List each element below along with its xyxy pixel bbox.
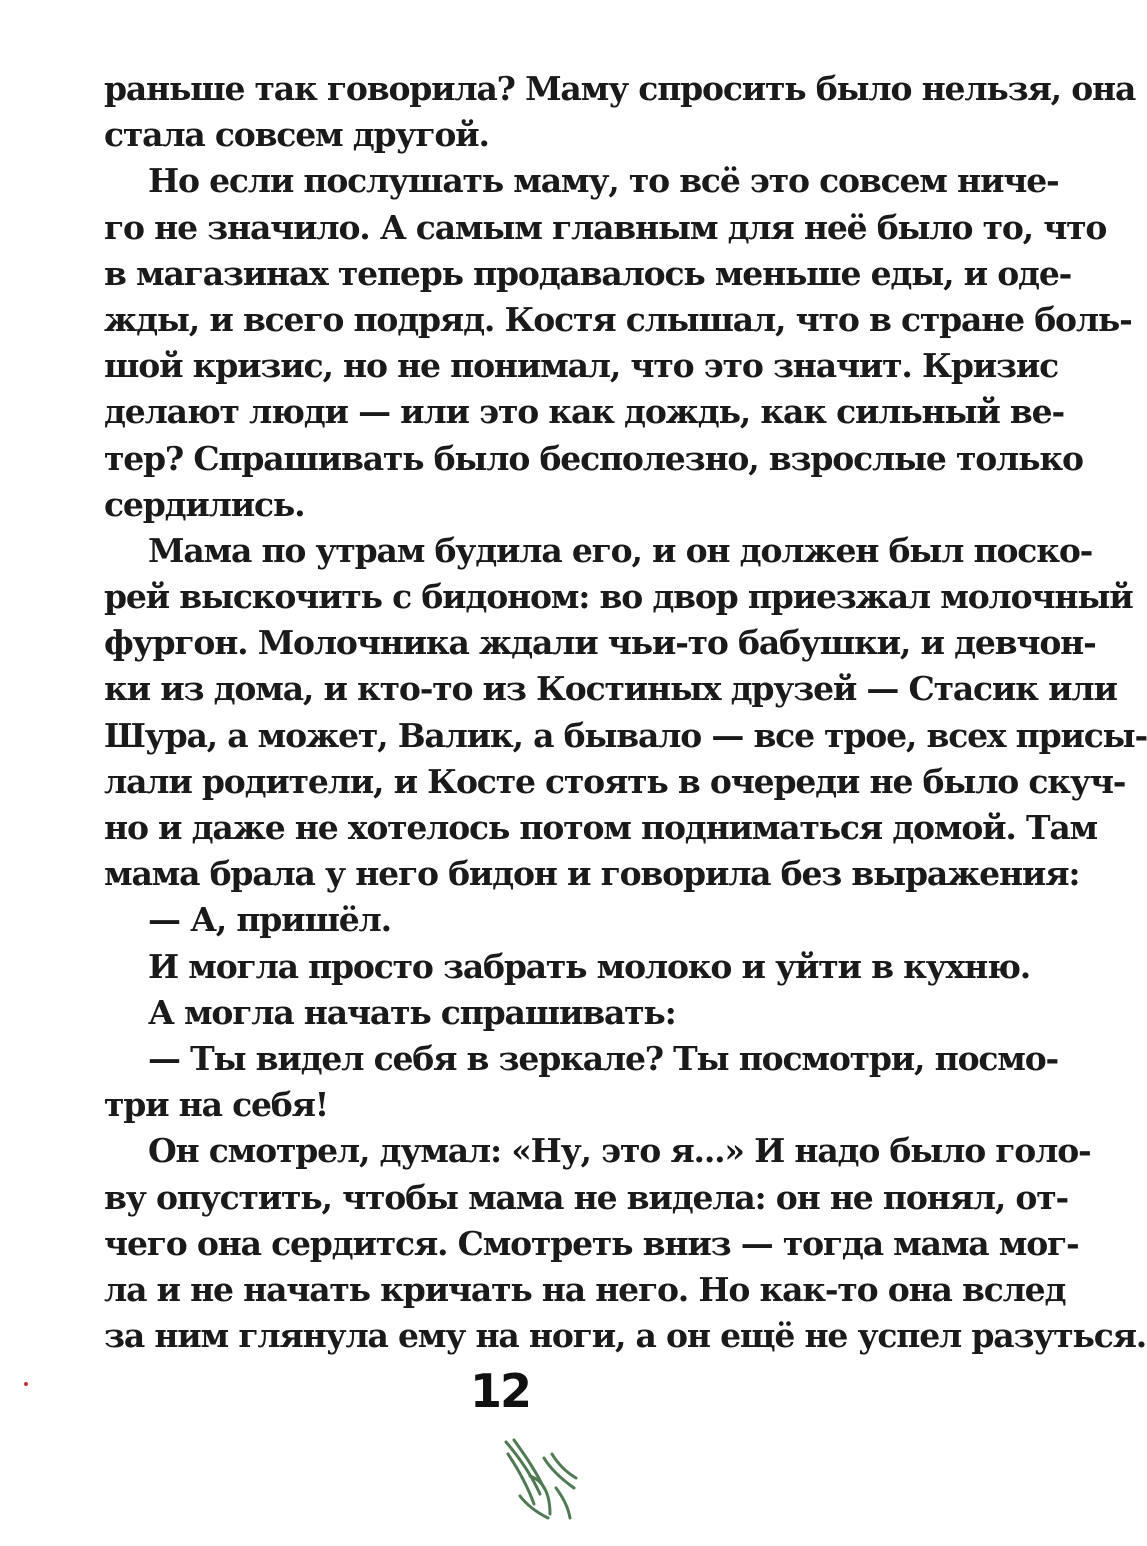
text-line: шой кризис, но не понимал, что это значит. Кризис: [104, 346, 1059, 386]
text-line: И могла просто забрать молоко и уйти в кухню.: [148, 946, 1031, 986]
leaf-ornament-icon: [500, 1438, 580, 1520]
text-line: за ним глянула ему на ноги, а он ещё не успел разуться.: [104, 1316, 1147, 1356]
ink-speck: [24, 1382, 28, 1386]
text-line: лали родители, и Косте стоять в очереди не было скуч-: [104, 761, 1126, 801]
text-line: но и даже не хотелось потом подниматься домой. Там: [104, 808, 1097, 847]
text-line: мама брала у него бидон и говорила без выражения:: [104, 854, 1080, 894]
text-line: Мама по утрам будила его, и он должен был поско-: [148, 530, 1093, 570]
body-text: [104, 66, 1147, 1359]
text-line: — А, пришёл.: [148, 900, 391, 940]
text-line: жды, и всего подряд. Костя слышал, что в стране боль-: [104, 299, 1132, 339]
text-line: раньше так говорила? Маму спросить было нельзя, она: [104, 69, 1136, 108]
text-line: рей выскочить с бидоном: во двор приезжал молочный: [104, 577, 1133, 617]
text-line: тер? Спрашивать было бесполезно, взрослые только: [104, 438, 1083, 478]
text-line: фургон. Молочника ждали чьи-то бабушки, и девчон-: [104, 623, 1096, 663]
text-line: стала совсем другой.: [104, 115, 489, 155]
text-line: в магазинах теперь продавалось меньше еды, и оде-: [104, 253, 1072, 293]
text-line: ла и не начать кричать на него. Но как-то она вслед: [104, 1269, 1066, 1309]
text-line: ки из дома, и кто-то из Костиных друзей — Стасик или: [104, 669, 1117, 709]
text-line: чего она сердится. Смотреть вниз — тогда мама мог-: [104, 1223, 1079, 1263]
text-line: А могла начать спрашивать:: [148, 992, 676, 1032]
text-line: делают люди — или это как дождь, как сильный ве-: [104, 392, 1064, 432]
text-line: го не значило. А самым главным для неё было то, что: [104, 207, 1107, 247]
text-line: Но если послушать маму, то всё это совсем ниче-: [148, 161, 1059, 201]
page-number: 12: [469, 1364, 530, 1418]
text-line: Он смотрел, думал: «Ну, это я...» И надо было голо-: [148, 1131, 1091, 1171]
text-line: сердились.: [104, 484, 305, 524]
text-line: Шура, а может, Валик, а бывало — все трое, всех присы-: [104, 715, 1147, 755]
text-line: ву опустить, чтобы мама не видела: он не понял, от-: [104, 1177, 1068, 1217]
text-line: — Ты видел себя в зеркале? Ты посмотри, посмо-: [148, 1038, 1059, 1078]
text-line: три на себя!: [104, 1085, 329, 1125]
